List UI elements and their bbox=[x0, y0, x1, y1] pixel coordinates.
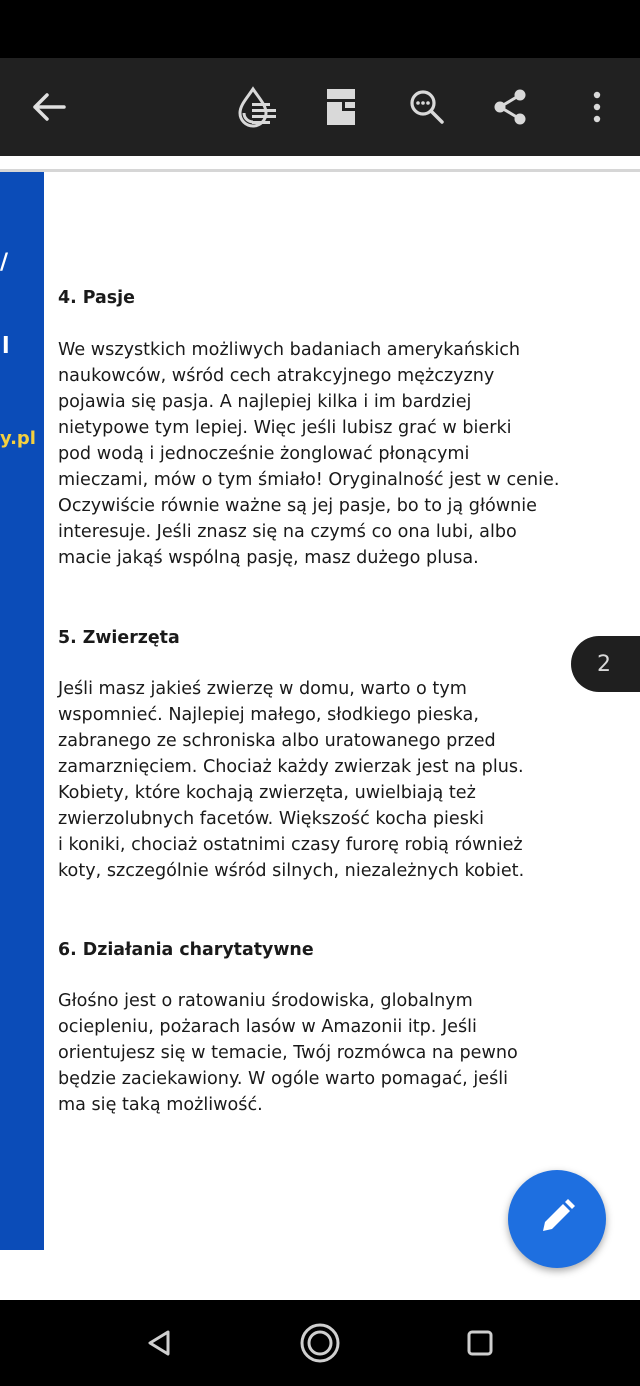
text-line: Kobiety, które kochają zwierzęta, uwielbiają też bbox=[58, 783, 476, 803]
text-line: nietypowe tym lepiej. Więc jeśli lubisz grać w bierki bbox=[58, 418, 512, 438]
text-line: mieczami, mów o tym śmiało! Oryginalność jest w cenie. bbox=[58, 470, 560, 490]
text-line: ma się taką możliwość. bbox=[58, 1095, 263, 1115]
nav-back-icon[interactable] bbox=[134, 1318, 184, 1368]
text-line: naukowców, wśród cech atrakcyjnego mężczyzny bbox=[58, 366, 495, 386]
text-line: i koniki, chociaż ostatnimi czasy furorę robią również bbox=[58, 835, 523, 855]
page-layout-icon[interactable] bbox=[316, 82, 366, 132]
section-paragraph bbox=[58, 337, 578, 571]
text-line: będzie zaciekawiony. W ogóle warto pomagać, jeśli bbox=[58, 1069, 509, 1089]
text-line: ociepleniu, pożarach lasów w Amazonii itp. Jeśli bbox=[58, 1017, 477, 1037]
status-bar bbox=[0, 0, 640, 58]
share-icon[interactable] bbox=[485, 82, 535, 132]
app-toolbar bbox=[0, 58, 640, 156]
text-line: pod wodą i jednocześnie żonglować płonącymi bbox=[58, 444, 470, 464]
section-heading: 4. Pasje bbox=[58, 288, 135, 308]
text-line: zabranego ze schroniska albo uratowanego przed bbox=[58, 731, 496, 751]
more-vert-icon[interactable] bbox=[572, 82, 622, 132]
text-line: zwierzolubnych facetów. Większość kocha pieski bbox=[58, 809, 485, 829]
text-line: pojawia się pasja. A najlepiej kilka i im bardziej bbox=[58, 392, 472, 412]
section-paragraph bbox=[58, 676, 578, 884]
section-heading: 6. Działania charytatywne bbox=[58, 940, 314, 960]
sidebar-fragment: l bbox=[2, 334, 10, 359]
edit-fab-button[interactable] bbox=[508, 1170, 606, 1268]
section-heading: 5. Zwierzęta bbox=[58, 628, 180, 648]
sidebar-link-fragment: y.pl bbox=[0, 428, 36, 449]
text-line: zamarznięciem. Chociaż każdy zwierzak jest na plus. bbox=[58, 757, 524, 777]
text-line: orientujesz się w temacie, Twój rozmówca na pewno bbox=[58, 1043, 518, 1063]
back-arrow-icon[interactable] bbox=[24, 82, 74, 132]
text-line: macie jakąś wspólną pasję, masz dużego plusa. bbox=[58, 548, 479, 568]
text-line: We wszystkich możliwych badaniach amerykańskich bbox=[58, 340, 521, 360]
text-line: Jeśli masz jakieś zwierzę w domu, warto o tym bbox=[58, 679, 467, 699]
reading-mode-icon[interactable] bbox=[233, 82, 283, 132]
text-line: wspomnieć. Najlepiej małego, słodkiego pieska, bbox=[58, 705, 479, 725]
nav-recents-icon[interactable] bbox=[455, 1318, 505, 1368]
search-icon[interactable] bbox=[402, 82, 452, 132]
page-number: 2 bbox=[597, 651, 611, 677]
section-paragraph bbox=[58, 988, 578, 1118]
page-number-indicator[interactable] bbox=[571, 636, 640, 692]
page-separator bbox=[0, 156, 640, 172]
text-line: koty, szczególnie wśród silnych, niezależnych kobiet. bbox=[58, 861, 525, 881]
edit-pencil-icon bbox=[537, 1197, 577, 1241]
nav-home-icon[interactable] bbox=[295, 1318, 345, 1368]
document-page[interactable] bbox=[0, 172, 640, 1300]
sidebar-fragment: / bbox=[0, 250, 9, 275]
system-nav-bar bbox=[0, 1300, 640, 1386]
sidebar-stripe-tail bbox=[0, 1202, 44, 1250]
text-line: Głośno jest o ratowaniu środowiska, globalnym bbox=[58, 991, 473, 1011]
text-line: interesuje. Jeśli znasz się na czymś co ona lubi, albo bbox=[58, 522, 517, 542]
text-line: Oczywiście równie ważne są jej pasje, bo to ją głównie bbox=[58, 496, 537, 516]
